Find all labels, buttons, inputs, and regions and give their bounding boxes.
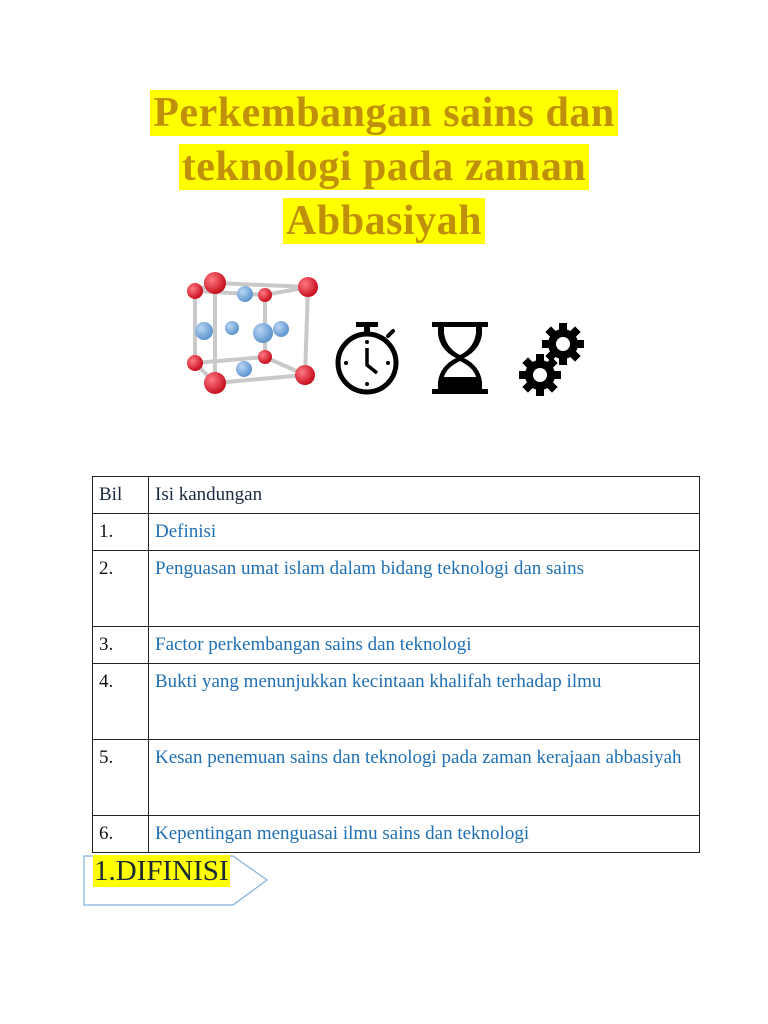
header-isi-kandungan: Isi kandungan (149, 477, 700, 514)
section-heading: 1.DIFINISI (94, 855, 229, 887)
row-number: 3. (93, 627, 149, 664)
row-item-bukti[interactable]: Bukti yang menunjukkan kecintaan khalifah terhadap ilmu (149, 664, 700, 740)
header-bil: Bil (93, 477, 149, 514)
page-title (0, 86, 768, 248)
row-item-penguasan[interactable]: Penguasan umat islam dalam bidang teknologi dan sains (149, 551, 700, 627)
row-item-kesan[interactable]: Kesan penemuan sains dan teknologi pada zaman kerajaan abbasiyah (149, 740, 700, 816)
row-number: 5. (93, 740, 149, 816)
table-row (93, 816, 700, 853)
crystal-lattice-icon (180, 265, 325, 405)
table-row (93, 627, 700, 664)
hourglass-icon (430, 320, 490, 396)
table-row (93, 551, 700, 627)
icon-row (180, 265, 600, 405)
row-item-kepentingan[interactable]: Kepentingan menguasai ilmu sains dan teknologi (149, 816, 700, 853)
title-line-3: Abbasiyah (283, 198, 485, 244)
gears-icon (518, 320, 588, 396)
table-header-row (93, 477, 700, 514)
title-line-2: teknologi pada zaman (179, 144, 589, 190)
row-item-definisi[interactable]: Definisi (149, 514, 700, 551)
contents-table (92, 476, 700, 853)
title-line-1: Perkembangan sains dan (150, 90, 617, 136)
table-row (93, 664, 700, 740)
row-number: 2. (93, 551, 149, 627)
row-number: 6. (93, 816, 149, 853)
row-number: 1. (93, 514, 149, 551)
table-row (93, 514, 700, 551)
row-item-factor[interactable]: Factor perkembangan sains dan teknologi (149, 627, 700, 664)
stopwatch-icon (330, 320, 404, 396)
table-row (93, 740, 700, 816)
row-number: 4. (93, 664, 149, 740)
